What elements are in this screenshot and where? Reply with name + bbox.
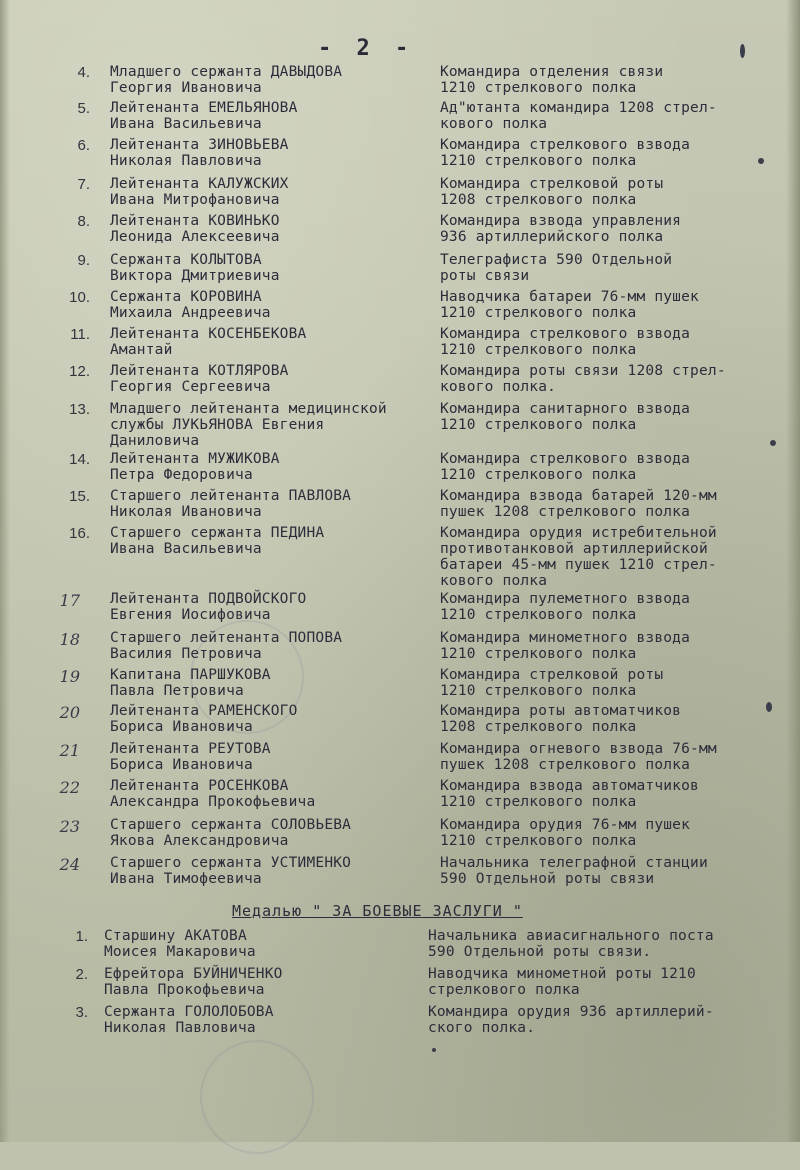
recipient-name-line: Ивана Васильевича bbox=[110, 541, 262, 557]
recipient-position bbox=[440, 137, 690, 169]
recipient-name bbox=[110, 363, 289, 395]
entry-number: 22 bbox=[59, 778, 80, 797]
paper-edge-left bbox=[0, 0, 10, 1142]
recipient-name-line: Бориса Ивановича bbox=[110, 719, 253, 735]
recipient-name-line: Капитана ПАРШУКОВА bbox=[110, 667, 271, 683]
recipient-name-line: Ивана Митрофановича bbox=[110, 192, 280, 208]
recipient-name-line: Николая Павловича bbox=[110, 153, 262, 169]
entry-number: 14. bbox=[69, 451, 90, 468]
entry-number: 16. bbox=[69, 525, 90, 542]
recipient-position-line: Командира стрелковой роты bbox=[440, 667, 664, 683]
recipient-position-line: 590 Отдельной роты связи. bbox=[428, 944, 652, 960]
recipient-name-line: Леонида Алексеевича bbox=[110, 229, 280, 245]
recipient-position bbox=[440, 855, 708, 887]
entry-number: 3. bbox=[75, 1004, 88, 1021]
recipient-position-line: 936 артиллерийского полка bbox=[440, 229, 664, 245]
recipient-position-line: пушек 1208 стрелкового полка bbox=[440, 757, 691, 773]
faint-stamp bbox=[184, 1024, 330, 1170]
recipient-position-line: Ад"ютанта командира 1208 стрел- bbox=[440, 100, 717, 116]
recipient-position bbox=[440, 176, 663, 208]
recipient-position bbox=[440, 591, 690, 623]
recipient-name-line: Даниловича bbox=[110, 433, 200, 449]
recipient-name bbox=[110, 252, 280, 284]
ink-blot bbox=[740, 44, 745, 58]
recipient-name-line: Лейтенанта КОСЕНБЕКОВА bbox=[110, 326, 307, 342]
recipient-name-line: Младшего лейтенанта медицинской bbox=[110, 401, 387, 417]
recipient-name-line: Лейтенанта РАМЕНСКОГО bbox=[110, 703, 298, 719]
recipient-name-line: Евгения Иосифовича bbox=[110, 607, 271, 623]
entry-number: 15. bbox=[69, 488, 90, 505]
recipient-position bbox=[440, 252, 672, 284]
recipient-position-line: Командира взвода батарей 120-мм bbox=[440, 488, 717, 504]
ink-blot bbox=[766, 702, 772, 712]
recipient-position bbox=[440, 64, 663, 96]
recipient-position-line: Командира орудия 76-мм пушек bbox=[440, 817, 691, 833]
recipient-position-line: Командира орудия истребительной bbox=[440, 525, 717, 541]
recipient-name-line: Лейтенанта КАЛУЖСКИХ bbox=[110, 176, 289, 192]
recipient-name-line: Сержанта ГОЛОЛОБОВА bbox=[104, 1004, 274, 1020]
recipient-position-line: Наводчика минометной роты 1210 bbox=[428, 966, 696, 982]
recipient-position-line: Телеграфиста 590 Отдельной bbox=[440, 252, 673, 268]
recipient-position-line: 1210 стрелкового полка bbox=[440, 683, 637, 699]
paper-edge-right bbox=[786, 0, 800, 1142]
recipient-name bbox=[110, 591, 306, 623]
recipient-position-line: Командира стрелкового взвода bbox=[440, 137, 691, 153]
recipient-name-line: Лейтенанта ЗИНОВЬЕВА bbox=[110, 137, 289, 153]
recipient-position-line: 1210 стрелкового полка bbox=[440, 153, 637, 169]
recipient-name bbox=[110, 855, 351, 887]
recipient-name-line: Павла Петровича bbox=[110, 683, 244, 699]
recipient-name bbox=[110, 176, 289, 208]
recipient-name-line: Михаила Андреевича bbox=[110, 305, 271, 321]
recipient-position bbox=[440, 213, 681, 245]
entry-number: 19 bbox=[59, 667, 80, 686]
recipient-name-line: Сержанта КОЛЫТОВА bbox=[110, 252, 262, 268]
recipient-name-line: службы ЛУКЬЯНОВА Евгения bbox=[110, 417, 325, 433]
recipient-name-line: Ивана Васильевича bbox=[110, 116, 262, 132]
recipient-position-line: 1210 стрелкового полка bbox=[440, 80, 637, 96]
recipient-name bbox=[110, 488, 351, 520]
recipient-position bbox=[440, 488, 717, 520]
recipient-position-line: 1210 стрелкового полка bbox=[440, 467, 637, 483]
recipient-name bbox=[104, 966, 283, 998]
recipient-name-line: Лейтенанта КОТЛЯРОВА bbox=[110, 363, 289, 379]
recipient-name-line: Виктора Дмитриевича bbox=[110, 268, 280, 284]
recipient-name bbox=[104, 1004, 274, 1036]
recipient-name bbox=[110, 525, 324, 557]
recipient-position-line: пушек 1208 стрелкового полка bbox=[440, 504, 691, 520]
recipient-name-line: Ивана Тимофеевича bbox=[110, 871, 262, 887]
recipient-position bbox=[440, 778, 699, 810]
entry-number: 5. bbox=[77, 100, 90, 117]
recipient-name-line: Старшего лейтенанта ПАВЛОВА bbox=[110, 488, 352, 504]
entry-number: 21 bbox=[59, 741, 80, 760]
recipient-position-line: стрелкового полка bbox=[428, 982, 580, 998]
recipient-name bbox=[110, 703, 298, 735]
recipient-name-line: Лейтенанта КОВИНЬКО bbox=[110, 213, 280, 229]
recipient-position-line: 1210 стрелкового полка bbox=[440, 646, 637, 662]
recipient-position-line: 590 Отдельной роты связи bbox=[440, 871, 655, 887]
recipient-position-line: Командира стрелкового взвода bbox=[440, 451, 691, 467]
recipient-position-line: кового полка bbox=[440, 116, 548, 132]
recipient-position-line: Командира роты связи 1208 стрел- bbox=[440, 363, 726, 379]
entry-number: 11. bbox=[70, 326, 90, 343]
entry-number: 4. bbox=[77, 64, 90, 81]
recipient-position-line: Командира минометного взвода bbox=[440, 630, 691, 646]
recipient-position-line: Командира орудия 936 артиллерий- bbox=[428, 1004, 714, 1020]
recipient-name bbox=[110, 817, 351, 849]
recipient-position-line: Командира огневого взвода 76-мм bbox=[440, 741, 717, 757]
ink-blot bbox=[432, 1048, 436, 1052]
recipient-position-line: 1208 стрелкового полка bbox=[440, 192, 637, 208]
recipient-name-line: Николая Ивановича bbox=[110, 504, 262, 520]
recipient-position bbox=[440, 703, 681, 735]
recipient-position bbox=[440, 326, 690, 358]
recipient-name-line: Павла Прокофьевича bbox=[104, 982, 265, 998]
recipient-position bbox=[428, 1004, 714, 1036]
recipient-position-line: 1210 стрелкового полка bbox=[440, 833, 637, 849]
recipient-name-line: Старшего сержанта СОЛОВЬЕВА bbox=[110, 817, 352, 833]
recipient-name-line: Бориса Ивановича bbox=[110, 757, 253, 773]
recipient-position bbox=[440, 289, 699, 321]
recipient-position bbox=[428, 966, 696, 998]
recipient-name bbox=[110, 64, 342, 96]
recipient-position bbox=[440, 451, 690, 483]
recipient-position-line: батареи 45-мм пушек 1210 стрел- bbox=[440, 557, 717, 573]
recipient-position-line: противотанковой артиллерийской bbox=[440, 541, 708, 557]
recipient-name bbox=[110, 137, 289, 169]
recipient-name-line: Лейтенанта РОСЕНКОВА bbox=[110, 778, 289, 794]
page-number: - 2 - bbox=[318, 36, 415, 61]
recipient-name bbox=[110, 100, 298, 132]
recipient-position-line: 1210 стрелкового полка bbox=[440, 607, 637, 623]
recipient-position-line: 1208 стрелкового полка bbox=[440, 719, 637, 735]
entry-number: 23 bbox=[59, 817, 80, 836]
recipient-name bbox=[104, 928, 256, 960]
recipient-position bbox=[440, 401, 690, 433]
recipient-name-line: Лейтенанта ПОДВОЙСКОГО bbox=[110, 591, 307, 607]
recipient-position bbox=[428, 928, 714, 960]
recipient-position-line: кового полка bbox=[440, 573, 548, 589]
recipient-name-line: Лейтенанта РЕУТОВА bbox=[110, 741, 271, 757]
recipient-name-line: Младшего сержанта ДАВЫДОВА bbox=[110, 64, 343, 80]
recipient-position-line: Начальника телеграфной станции bbox=[440, 855, 708, 871]
recipient-position-line: 1210 стрелкового полка bbox=[440, 342, 637, 358]
entry-number: 20 bbox=[59, 703, 80, 722]
recipient-position bbox=[440, 363, 726, 395]
entry-number: 17 bbox=[59, 591, 80, 610]
recipient-name bbox=[110, 667, 271, 699]
recipient-name-line: Василия Петровича bbox=[110, 646, 262, 662]
entry-number: 12. bbox=[69, 363, 90, 380]
recipient-name bbox=[110, 213, 280, 245]
recipient-position-line: Командира взвода автоматчиков bbox=[440, 778, 699, 794]
recipient-name-line: Лейтенанта ЕМЕЛЬЯНОВА bbox=[110, 100, 298, 116]
recipient-position-line: Командира санитарного взвода bbox=[440, 401, 691, 417]
recipient-position bbox=[440, 741, 717, 773]
recipient-position-line: ского полка. bbox=[428, 1020, 536, 1036]
ink-blot bbox=[758, 158, 764, 164]
recipient-position bbox=[440, 100, 717, 132]
recipient-position bbox=[440, 630, 690, 662]
entry-number: 10. bbox=[69, 289, 90, 306]
recipient-name-line: Старшего сержанта ПЕДИНА bbox=[110, 525, 325, 541]
recipient-position-line: Наводчика батареи 76-мм пушек bbox=[440, 289, 699, 305]
recipient-name-line: Сержанта КОРОВИНА bbox=[110, 289, 262, 305]
recipient-name bbox=[110, 741, 271, 773]
recipient-position bbox=[440, 525, 717, 589]
recipient-position-line: Командира взвода управления bbox=[440, 213, 682, 229]
recipient-name-line: Старшего сержанта УСТИМЕНКО bbox=[110, 855, 352, 871]
recipient-position bbox=[440, 817, 690, 849]
recipient-name-line: Якова Александровича bbox=[110, 833, 289, 849]
medal-heading: Медалью " ЗА БОЕВЫЕ ЗАСЛУГИ " bbox=[232, 902, 523, 920]
recipient-name bbox=[110, 289, 271, 321]
entry-number: 8. bbox=[77, 213, 90, 230]
recipient-position-line: Командира роты автоматчиков bbox=[440, 703, 682, 719]
entry-number: 6. bbox=[77, 137, 90, 154]
recipient-name-line: Георгия Сергеевича bbox=[110, 379, 271, 395]
entry-number: 1. bbox=[75, 928, 88, 945]
recipient-position-line: Командира пулеметного взвода bbox=[440, 591, 691, 607]
recipient-name bbox=[110, 630, 342, 662]
recipient-name-line: Старшего лейтенанта ПОПОВА bbox=[110, 630, 343, 646]
recipient-name-line: Лейтенанта МУЖИКОВА bbox=[110, 451, 280, 467]
entry-number: 18 bbox=[59, 630, 80, 649]
recipient-name-line: Амантай bbox=[110, 342, 173, 358]
recipient-name-line: Георгия Ивановича bbox=[110, 80, 262, 96]
recipient-position-line: 1210 стрелкового полка bbox=[440, 305, 637, 321]
entry-number: 7. bbox=[77, 176, 90, 193]
recipient-name bbox=[110, 401, 387, 449]
recipient-position-line: 1210 стрелкового полка bbox=[440, 417, 637, 433]
recipient-name bbox=[110, 326, 306, 358]
recipient-position-line: роты связи bbox=[440, 268, 530, 284]
recipient-position-line: Командира отделения связи bbox=[440, 64, 664, 80]
recipient-name-line: Ефрейтора БУЙНИЧЕНКО bbox=[104, 966, 283, 982]
recipient-name bbox=[110, 778, 315, 810]
entry-number: 9. bbox=[77, 252, 90, 269]
entry-number: 24 bbox=[59, 855, 80, 874]
recipient-name-line: Петра Федоровича bbox=[110, 467, 253, 483]
recipient-name-line: Николая Павловича bbox=[104, 1020, 256, 1036]
entry-number: 13. bbox=[69, 401, 90, 418]
recipient-name bbox=[110, 451, 280, 483]
recipient-position-line: кового полка. bbox=[440, 379, 557, 395]
entry-number: 2. bbox=[75, 966, 88, 983]
recipient-position bbox=[440, 667, 663, 699]
recipient-position-line: Командира стрелкового взвода bbox=[440, 326, 691, 342]
recipient-name-line: Старшину АКАТОВА bbox=[104, 928, 247, 944]
recipient-position-line: 1210 стрелкового полка bbox=[440, 794, 637, 810]
recipient-name-line: Александра Прокофьевича bbox=[110, 794, 316, 810]
recipient-name-line: Моисея Макаровича bbox=[104, 944, 256, 960]
recipient-position-line: Начальника авиасигнального поста bbox=[428, 928, 714, 944]
ink-blot bbox=[770, 440, 776, 446]
recipient-position-line: Командира стрелковой роты bbox=[440, 176, 664, 192]
